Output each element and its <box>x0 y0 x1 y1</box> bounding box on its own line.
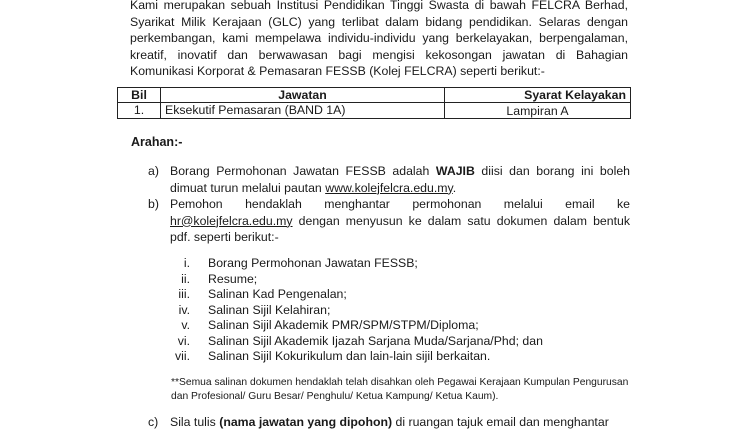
cell-syarat: Lampiran A <box>445 103 631 119</box>
vacancy-table <box>117 87 631 119</box>
item-a-marker: a) <box>148 164 159 178</box>
item-b-text: Pemohon hendaklah menghantar permohonan melalui email ke hr@kolejfelcra.edu.my dengan menyusun ke dalam satu dokumen dalam bentuk pdf. seperti berikut:- <box>170 197 630 245</box>
intro-paragraph: Kami merupakan sebuah Institusi Pendidikan Tinggi Swasta di bawah FELCRA Berhad, Syarikat Milik Kerajaan (GLC) yang terlibat dalam bidang pendidikan. Selaras dengan perkembangan, kami mempelawa individu-individu yang berkelayakan, berpengalaman, kreatif, inovatif dan berwawasan bagi mengisi kekosongan jawatan di Bahagian Komunikasi Korporat & Pemasaran FESSB (Kolej FELCRA) seperti berikut:- <box>130 0 628 79</box>
arahan-heading: Arahan:- <box>131 135 183 149</box>
header-syarat: Syarat Kelayakan <box>445 88 631 103</box>
instruction-item-b <box>148 196 630 246</box>
item-c-marker: c) <box>148 415 159 429</box>
email-link[interactable]: hr@kolejfelcra.edu.my <box>170 213 293 228</box>
wajib-emphasis: WAJIB <box>435 164 475 178</box>
table-header-row <box>118 88 631 103</box>
header-jawatan: Jawatan <box>161 88 445 103</box>
instruction-item-a <box>148 163 630 196</box>
instruction-item-c <box>148 414 630 431</box>
item-a-text: Borang Permohonan Jawatan FESSB adalah WAJIB diisi dan borang ini boleh dimuat turun melalui pautan www.kolejfelcra.edu.my. <box>170 164 631 195</box>
certification-note: **Semua salinan dokumen hendaklah telah disahkan oleh Pegawai Kerajaan Kumpulan Pengurusan dan Profesional/ Guru Besar/ Penghulu/ Ketua Kampung/ Ketua Kaum). <box>171 377 629 402</box>
cell-bil: 1. <box>118 103 161 119</box>
website-link[interactable]: www.kolejfelcra.edu.my <box>325 180 453 195</box>
document-page: Kami merupakan sebuah Institusi Pendidikan Tinggi Swasta di bawah FELCRA Berhad, Syarikat Milik Kerajaan (GLC) yang terlibat dalam bidang pendidikan. Selaras dengan perkembangan, kami mempelawa individu-individu yang berkelayakan, berpengalaman, kreatif, inovatif dan berwawasan bagi mengisi kekosongan jawatan di Bahagian Komunikasi Korporat & Pemasaran FESSB (Kolej FELCRA) seperti berikut:- Bil Jawatan Syarat Kelayakan 1. Eksekutif Pemasaran (BAND 1A) Lampiran A Arahan:- a) Borang Permohonan Jawatan FESSB adalah WAJIB diisi dan borang ini boleh dimuat turun melalui pautan www.kolejfelcra.edu.my. b) Pemohon hendaklah menghantar permohonan melalui email ke hr@kolejfelcra.edu.my dengan menyusun ke dalam satu dokumen dalam bentuk pdf. seperti berikut:- i. Borang Permohonan Jawatan FESSB; ii. Resume; iii. Salinan Kad Pengenalan; iv. Salinan Sijil Kelahiran; v. Salinan Sijil Akademik PMR/SPM/STPM/Diploma; vi. Salinan Sijil Akademik Ijazah Sarjana Muda/Sarjana/Phd; dan vii. Salinan Sijil Kokurikulum dan lain-lain sijil berkaitan. **Semua salinan dokumen hendaklah telah disahkan oleh Pegawai Kerajaan Kumpulan Pengurusan dan Profesional/ Guru Besar/ Penghulu/ Ketua Kampung/ Ketua Kaum). c) Sila tulis (nama jawatan yang dipohon) di ruangan tajuk email dan menghantar <box>0 0 750 430</box>
cell-jawatan: Eksekutif Pemasaran (BAND 1A) <box>161 103 445 119</box>
item-b-marker: b) <box>148 197 159 211</box>
item-c-text: Sila tulis (nama jawatan yang dipohon) di ruangan tajuk email dan menghantar <box>170 415 609 429</box>
position-name-emphasis: (nama jawatan yang dipohon) <box>219 415 393 429</box>
header-bil: Bil <box>118 88 161 103</box>
table-row <box>118 103 631 119</box>
